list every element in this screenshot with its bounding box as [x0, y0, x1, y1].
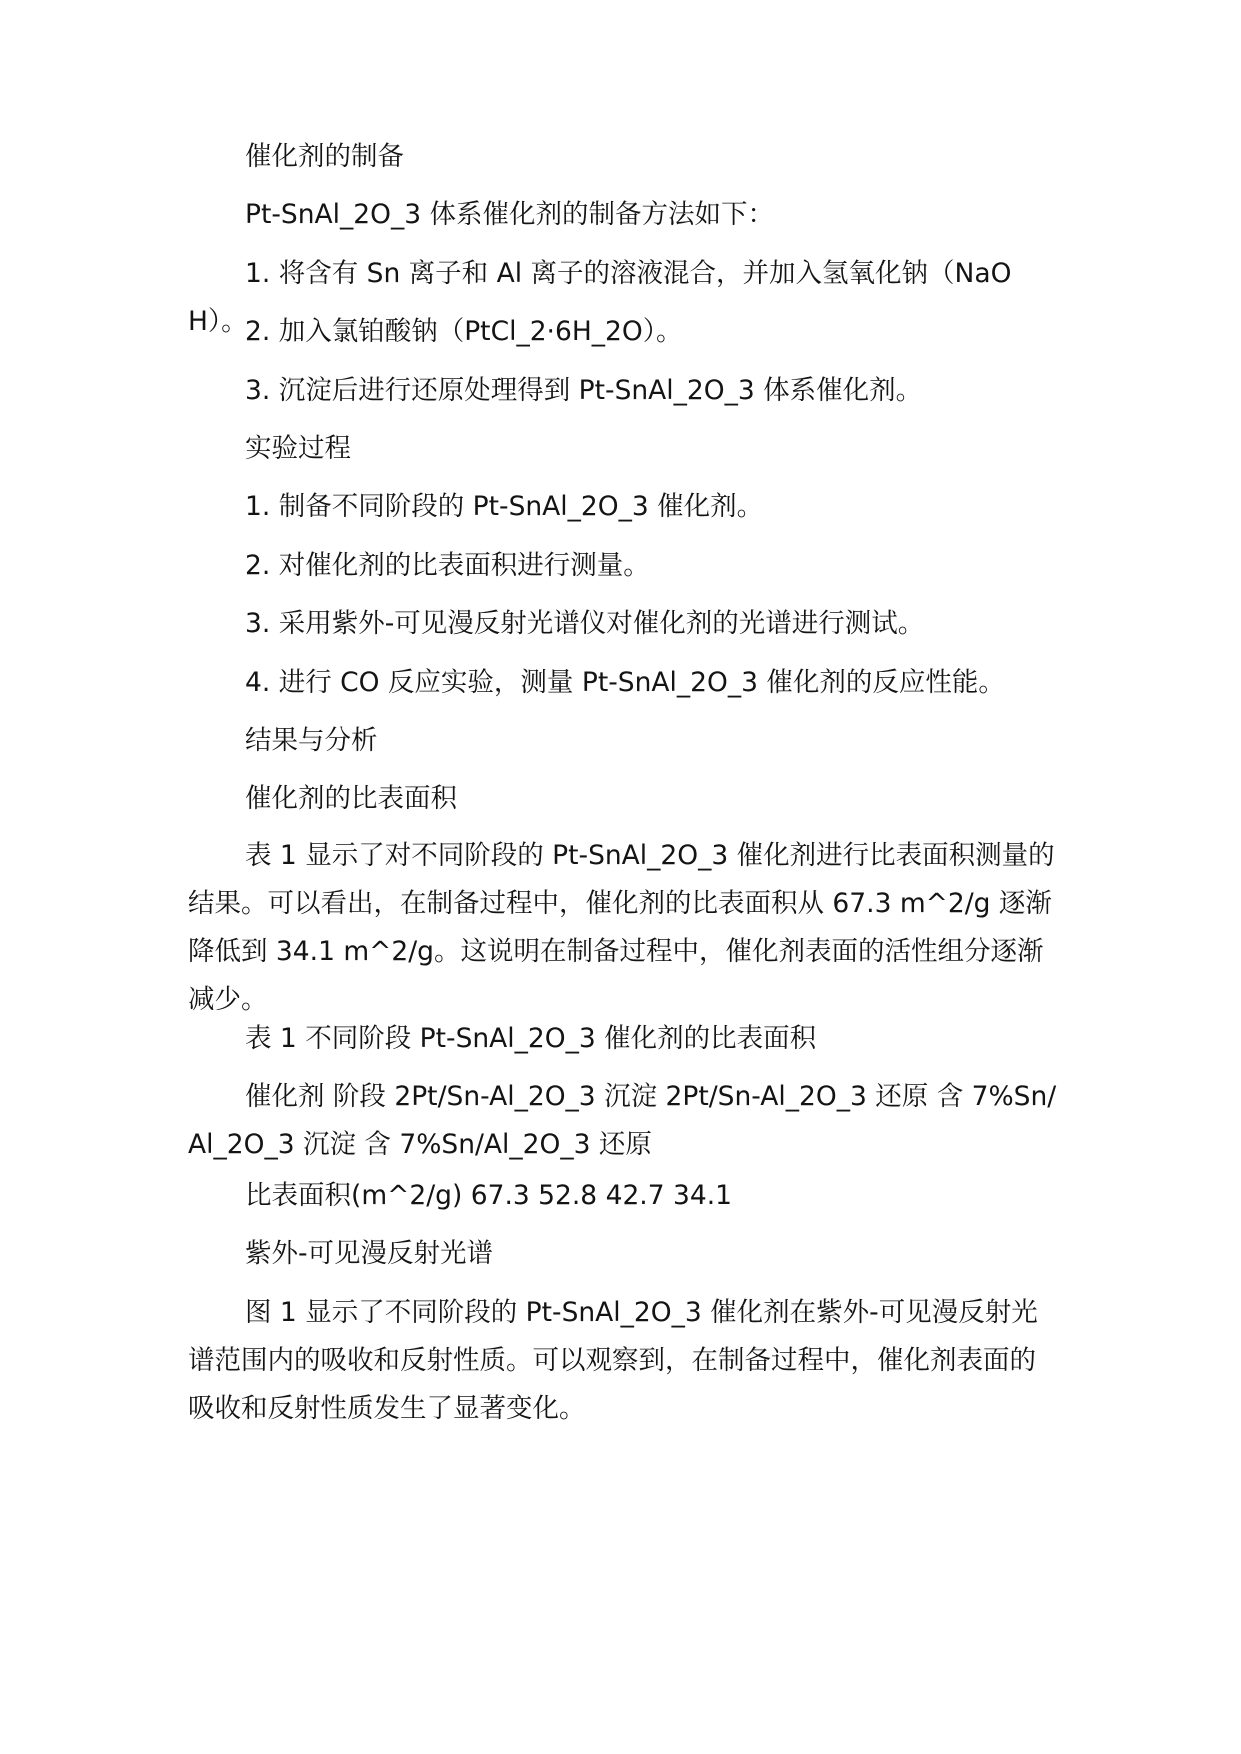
subsection-heading-surface-area: 催化剂的比表面积 — [245, 783, 457, 814]
section-heading-catalyst-preparation: 催化剂的制备 — [245, 141, 404, 172]
table-row-surface-area: 比表面积(m^2/g) 67.3 52.8 42.7 34.1 — [245, 1180, 733, 1211]
section-heading-experiment-process: 实验过程 — [245, 433, 351, 464]
section-heading-results: 结果与分析 — [245, 725, 378, 756]
subsection-heading-uv-vis: 紫外-可见漫反射光谱 — [245, 1238, 494, 1269]
table-caption: 表 1 不同阶段 Pt-SnAl_2O_3 催化剂的比表面积 — [245, 1023, 817, 1054]
list-item-experiment-4: 4. 进行 CO 反应实验，测量 Pt-SnAl_2O_3 催化剂的反应性能。 — [245, 667, 1005, 698]
list-item-preparation-3: 3. 沉淀后进行还原处理得到 Pt-SnAl_2O_3 体系催化剂。 — [245, 375, 923, 406]
paragraph-preparation-intro: Pt-SnAl_2O_3 体系催化剂的制备方法如下： — [245, 199, 775, 230]
list-item-preparation-1: 1. 将含有 Sn 离子和 Al 离子的溶液混合，并加入氢氧化钠（NaOH）。 — [188, 258, 1012, 337]
list-item-preparation-2: 2. 加入氯铂酸钠（PtCl_2·6H_2O）。 — [245, 316, 683, 347]
list-item-experiment-3: 3. 采用紫外-可见漫反射光谱仪对催化剂的光谱进行测试。 — [245, 608, 925, 639]
paragraph-surface-area-results: 表 1 显示了对不同阶段的 Pt-SnAl_2O_3 催化剂进行比表面积测量的结果。可以看出，在制备过程中，催化剂的比表面积从 67.3 m^2/g 逐渐降低到 34.1 m^2/g。这说明在制备过程中，催化剂表面的活性组分逐渐减少。 — [188, 840, 1055, 1015]
list-item-experiment-1: 1. 制备不同阶段的 Pt-SnAl_2O_3 催化剂。 — [245, 491, 764, 522]
table-row-stages: 催化剂 阶段 2Pt/Sn-Al_2O_3 沉淀 2Pt/Sn-Al_2O_3 还原 含 7%Sn/Al_2O_3 沉淀 含 7%Sn/Al_2O_3 还原 — [188, 1081, 1057, 1160]
paragraph-uv-vis-results: 图 1 显示了不同阶段的 Pt-SnAl_2O_3 催化剂在紫外-可见漫反射光谱范围内的吸收和反射性质。可以观察到，在制备过程中，催化剂表面的吸收和反射性质发生了显著变化。 — [188, 1297, 1038, 1424]
list-item-experiment-2: 2. 对催化剂的比表面积进行测量。 — [245, 550, 650, 581]
